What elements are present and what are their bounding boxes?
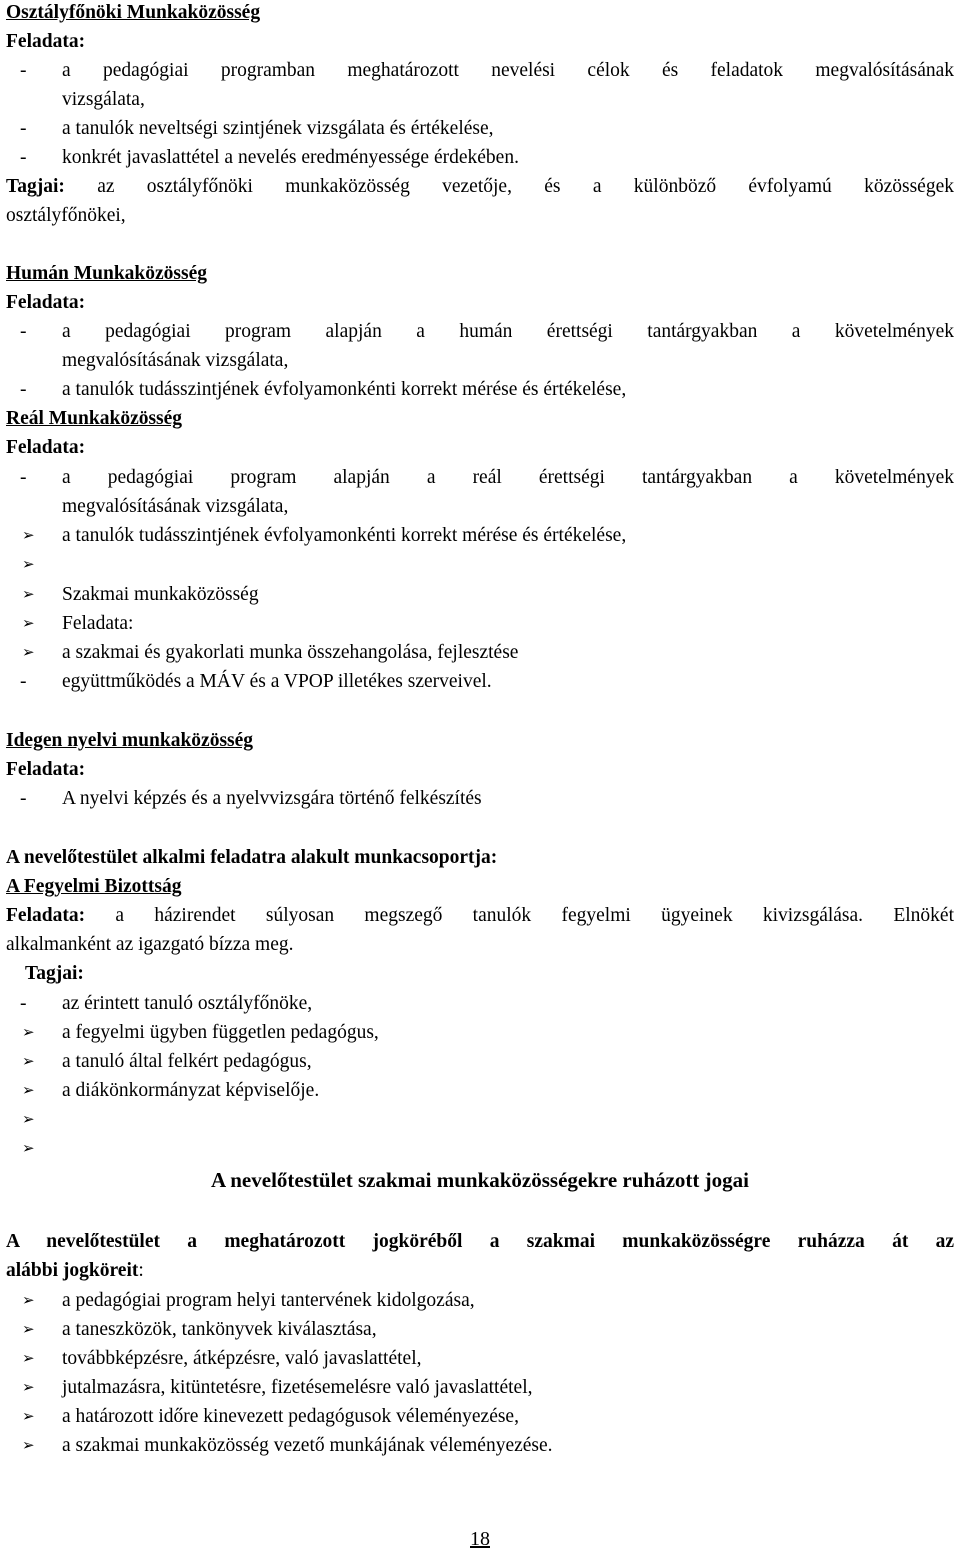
fegyelmi-tag1: az érintett tanuló osztályfőnöke, — [62, 993, 313, 1014]
osztalyfonoki-heading: Osztályfőnöki Munkaközösség — [6, 2, 261, 23]
arrow-bullet-icon: ➢ — [22, 1320, 35, 1338]
human-item2: a tanulók tudásszintjének évfolyamonkénti korrekt mérése és értékelése, — [62, 379, 627, 400]
arrow-bullet-icon: ➢ — [22, 1436, 35, 1454]
dash-bullet: - — [20, 60, 27, 81]
szakmai-item1: a szakmai és gyakorlati munka összehangolása, fejlesztése — [62, 642, 519, 663]
osztalyfonoki-item3: konkrét javaslattétel a nevelés eredményessége érdekében. — [62, 147, 519, 168]
arrow-bullet-icon: ➢ — [22, 1139, 35, 1157]
idegen-item1: A nyelvi képzés és a nyelvvizsgára történő felkészítés — [62, 788, 482, 809]
real-feladata-label: Feladata: — [6, 437, 86, 458]
jogok-item: a taneszközök, tankönyvek kiválasztása, — [62, 1319, 377, 1340]
arrow-bullet-icon: ➢ — [22, 1081, 35, 1099]
fegyelmi-feladata-label: Feladata: — [6, 905, 86, 926]
osztalyfonoki-tagjai-cont: osztályfőnökei, — [6, 205, 126, 226]
human-heading: Humán Munkaközösség — [6, 263, 207, 284]
dash-bullet: - — [20, 993, 27, 1014]
dash-bullet: - — [20, 379, 27, 400]
arrow-bullet-icon: ➢ — [22, 643, 35, 661]
fegyelmi-feladata — [6, 901, 954, 930]
jogok-title: A nevelőtestület szakmai munkaközösségekre ruházott jogai — [211, 1168, 749, 1192]
tagjai-text: az osztályfőnöki munkaközösség vezetője, és a különböző évfolyamú közösségek — [97, 176, 954, 197]
arrow-bullet-icon: ➢ — [22, 1407, 35, 1425]
idegen-feladata-label: Feladata: — [6, 759, 86, 780]
human-feladata-label: Feladata: — [6, 292, 86, 313]
page-number: 18 — [470, 1528, 490, 1550]
fegyelmi-feladata-text: a házirendet súlyosan megszegő tanulók fegyelmi ügyeinek kivizsgálása. Elnökét — [115, 905, 954, 926]
human-item1-cont: megvalósításának vizsgálata, — [62, 350, 289, 371]
fegyelmi-tag2: a fegyelmi ügyben független pedagógus, — [62, 1022, 379, 1043]
arrow-bullet-icon: ➢ — [22, 1110, 35, 1128]
real-item1: a pedagógiai program alapján a reál érettségi tantárgyakban a követelmények — [62, 467, 954, 488]
jogok-item: továbbképzésre, átképzésre, való javaslattétel, — [62, 1348, 422, 1369]
arrow-bullet-icon: ➢ — [22, 1349, 35, 1367]
osztalyfonoki-tagjai — [6, 172, 954, 201]
jogok-intro-cont — [6, 1256, 960, 1285]
dash-bullet: - — [20, 321, 27, 342]
arrow-bullet-icon: ➢ — [22, 555, 35, 573]
osztalyfonoki-feladata-label: Feladata: — [6, 31, 86, 52]
dash-bullet: - — [20, 147, 27, 168]
szakmai-feladata-label: Feladata: — [62, 613, 134, 634]
arrow-bullet-icon: ➢ — [22, 1023, 35, 1041]
fegyelmi-tag3: a tanuló által felkért pedagógus, — [62, 1051, 312, 1072]
jogok-item: jutalmazásra, kitüntetésre, fizetésemelésre való javaslattétel, — [62, 1377, 533, 1398]
szakmai-item2: együttműködés a MÁV és a VPOP illetékes szerveivel. — [62, 671, 492, 692]
arrow-bullet-icon: ➢ — [22, 614, 35, 632]
alkalmi-heading: A nevelőtestület alkalmi feladatra alakult munkacsoportja: — [6, 847, 498, 868]
osztalyfonoki-item1-cont: vizsgálata, — [62, 89, 145, 110]
real-item1-cont: megvalósításának vizsgálata, — [62, 496, 289, 517]
arrow-bullet-icon: ➢ — [22, 526, 35, 544]
fegyelmi-feladata-cont: alkalmanként az igazgató bízza meg. — [6, 934, 294, 955]
szakmai-heading: Szakmai munkaközösség — [62, 584, 259, 605]
arrow-bullet-icon: ➢ — [22, 1291, 35, 1309]
dash-bullet: - — [20, 118, 27, 139]
fegyelmi-tag4: a diákönkormányzat képviselője. — [62, 1080, 320, 1101]
dash-bullet: - — [20, 467, 27, 488]
real-item2: a tanulók tudásszintjének évfolyamonkénti korrekt mérése és értékelése, — [62, 525, 627, 546]
human-item1: a pedagógiai program alapján a humán érettségi tantárgyakban a követelmények — [62, 321, 954, 342]
arrow-bullet-icon: ➢ — [22, 1052, 35, 1070]
jogok-intro-colon: : — [138, 1260, 144, 1281]
dash-bullet: - — [20, 671, 27, 692]
jogok-item: a pedagógiai program helyi tantervének kidolgozása, — [62, 1290, 475, 1311]
arrow-bullet-icon: ➢ — [22, 1378, 35, 1396]
jogok-intro-bold: alábbi jogköreit — [6, 1260, 139, 1281]
osztalyfonoki-item2: a tanulók neveltségi szintjének vizsgálata és értékelése, — [62, 118, 494, 139]
dash-bullet: - — [20, 788, 27, 809]
fegyelmi-bizottsag-heading: A Fegyelmi Bizottság — [6, 876, 182, 897]
jogok-item: a határozott időre kinevezett pedagógusok véleményezése, — [62, 1406, 519, 1427]
osztalyfonoki-item1: a pedagógiai programban meghatározott nevelési célok és feladatok megvalósításának — [62, 60, 954, 81]
jogok-item: a szakmai munkaközösség vezető munkájának véleményezése. — [62, 1435, 553, 1456]
idegen-heading: Idegen nyelvi munkaközösség — [6, 730, 254, 751]
jogok-intro: A nevelőtestület a meghatározott jogköréből a szakmai munkaközösségre ruházza át az — [6, 1231, 954, 1252]
fegyelmi-tagjai-label: Tagjai: — [25, 963, 84, 984]
arrow-bullet-icon: ➢ — [22, 585, 35, 603]
real-heading: Reál Munkaközösség — [6, 408, 183, 429]
tagjai-label: Tagjai: — [6, 176, 65, 197]
